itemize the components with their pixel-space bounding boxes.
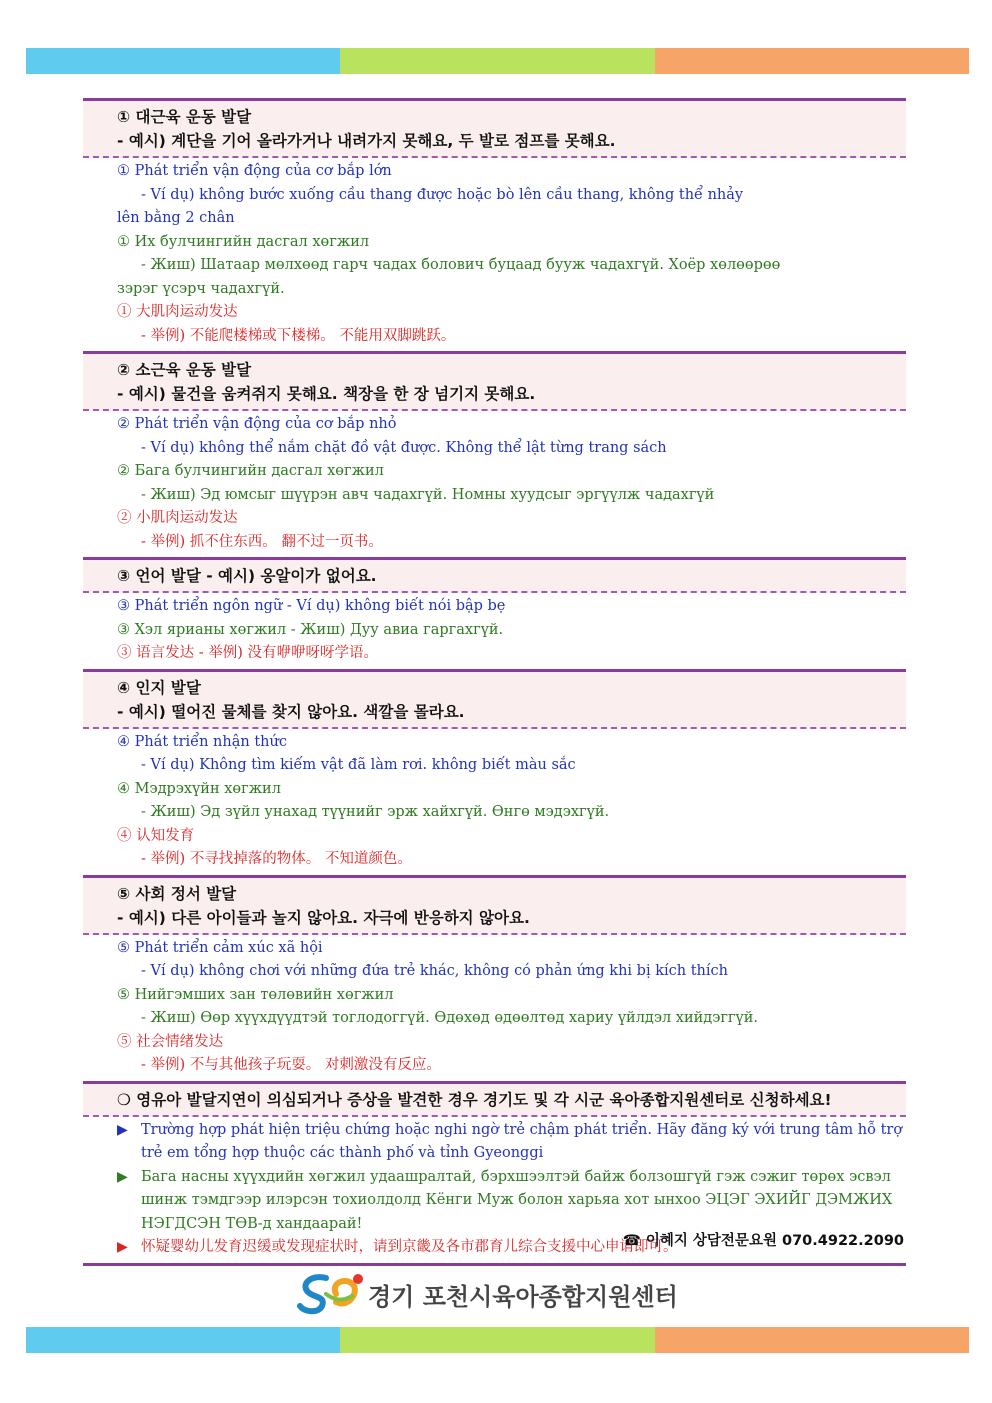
- section-header: [83, 669, 906, 729]
- translation-line-vi: ② Phát triển vận động của cơ bắp nhỏ: [117, 416, 397, 432]
- section-example: - 예시) 다른 아이들과 놀지 않아요. 자극에 반응하지 않아요.: [117, 908, 530, 927]
- translation-line-vi: - Ví dụ) không bước xuống cầu thang được hoặc bò lên cầu thang, không thể nhảy: [141, 186, 744, 203]
- translation-line-vi: - Ví dụ) Không tìm kiếm vật đã làm rơi. không biết màu sắc: [141, 757, 576, 773]
- translation-line-mn: ② Бага булчингийн дасгал хөгжил: [117, 463, 384, 479]
- translation-line-zh: - 举例) 不能爬楼梯或下楼梯。 不能用双脚跳跃。: [141, 327, 456, 344]
- notice-header: ❍ 영유아 발달지연이 의심되거나 증상을 발견한 경우 경기도 및 각 시군 육아종합지원센터로 신청하세요!: [83, 1081, 906, 1117]
- translation-line-zh: ④ 认知发育: [117, 827, 195, 844]
- notice-text: Бага насны хүүхдийн хөгжил удаашралтай, бэрхшээлтэй байж болзошгүй гэж сэжиг төрөх эсвэл шинж тэмдгээр илэрсэн тохиолдолд Кёнги Муж болон харьяа хот ынхоо ЭЦЭГ ЭХИЙГ ДЭМЖИХ НЭГДСЭН ТӨВ-д хандаарай!: [141, 1168, 893, 1232]
- notice-item-mn: [117, 1166, 906, 1237]
- translation-line-vi: ④ Phát triển nhận thức: [117, 733, 287, 750]
- section-example: - 예시) 떨어진 물체를 찾지 않아요. 색깔을 몰라요.: [117, 702, 465, 721]
- translation-line-mn: ⑤ Нийгэмших зан төлөвийн хөгжил: [117, 986, 394, 1003]
- section-example: - 예시) 계단을 기어 올라가거나 내려가지 못해요, 두 발로 점프를 못해요.: [117, 132, 616, 150]
- translation-line-zh: ③ 语言发达 - 举例) 没有咿咿呀呀学语。: [117, 645, 378, 661]
- band-green: [340, 48, 654, 74]
- translation-line-mn: - Жиш) Эд зүйл унахад түүнийг эрж хайхгүй. Өнгө мэдэхгүй.: [141, 804, 610, 820]
- translation-line-vi: - Ví dụ) không chơi với những đứa trẻ khác, không có phản ứng khi bị kích thích: [141, 963, 728, 979]
- section-title: ④ 인지 발달: [117, 678, 201, 697]
- translation-line-vi: lên bằng 2 chân: [117, 210, 235, 226]
- document-content: [83, 98, 906, 1266]
- section-example: - 예시) 물건을 움켜쥐지 못해요. 책장을 한 장 넘기지 못해요.: [117, 385, 536, 403]
- notice-item-vi: [117, 1119, 906, 1166]
- center-name: 경기 포천시육아종합지원센터: [368, 1282, 678, 1311]
- arrow-icon: ▶: [117, 1239, 128, 1255]
- band-orange: [655, 1327, 969, 1353]
- translation-line-zh: ① 大肌肉运动发达: [117, 304, 238, 320]
- translation-line-mn: ④ Мэдрэхүйн хөгжил: [117, 780, 281, 797]
- translation-line-mn: зэрэг үсэрч чадахгүй.: [117, 280, 285, 297]
- translation-line-mn: - Жиш) Өөр хүүхдүүдтэй тоглодоггүй. Өдөхөд өдөөлтөд хариу үйлдэл хийдэггүй.: [141, 1010, 758, 1026]
- translation-line-mn: ③ Хэл ярианы хөгжил - Жиш) Дуу авиа гаргахгүй.: [117, 621, 504, 638]
- translation-line-mn: - Жиш) Эд юмсыг шүүрэн авч чадахгүй. Номны хуудсыг эргүүлж чадахгүй: [141, 486, 715, 503]
- contact-info: ☎ 이혜지 상담전문요원 070.4922.2090: [622, 1233, 904, 1249]
- translation-line-mn: ① Их булчингийн дасгал хөгжил: [117, 233, 370, 250]
- translation-line-zh: - 举例) 抓不住东西。 翻不过一页书。: [141, 533, 383, 550]
- notice-text: 怀疑婴幼儿发育迟缓或发现症状时，请到京畿及各市郡育儿综合支援中心申请即可。: [141, 1239, 678, 1255]
- section-translations: [83, 593, 906, 669]
- section-title: ③ 언어 발달 - 예시) 옹알이가 없어요.: [117, 567, 377, 585]
- translation-line-vi: ③ Phát triển ngôn ngữ - Ví dụ) không biết nói bập bẹ: [117, 598, 506, 614]
- translation-line-vi: ① Phát triển vận động của cơ bắp lớn: [117, 163, 392, 179]
- section-title: ① 대근육 운동 발달: [117, 108, 252, 126]
- section-header: [83, 98, 906, 158]
- section-header: [83, 351, 906, 411]
- section-translations: [83, 935, 906, 1081]
- arrow-icon: ▶: [117, 1168, 128, 1185]
- center-logo-icon: [296, 1272, 364, 1316]
- bottom-color-band: [26, 1327, 969, 1353]
- notice-text: Trường hợp phát hiện triệu chứng hoặc nghi ngờ trẻ chậm phát triển. Hãy đăng ký với trung tâm hỗ trợ trẻ em tổng hợp thuộc các thành phố và tỉnh Gyeonggi: [141, 1121, 903, 1161]
- center-logo: [296, 1272, 678, 1316]
- band-blue: [26, 48, 340, 74]
- band-blue: [26, 1327, 340, 1353]
- section-translations: [83, 729, 906, 875]
- section-translations: [83, 158, 906, 351]
- translation-line-zh: ⑤ 社会情绪发达: [117, 1033, 224, 1050]
- section-header: [83, 875, 906, 935]
- band-orange: [655, 48, 969, 74]
- band-green: [340, 1327, 654, 1353]
- section-header: [83, 557, 906, 593]
- translation-line-zh: - 举例) 不寻找掉落的物体。 不知道颜色。: [141, 851, 412, 867]
- translation-line-mn: - Жиш) Шатаар мөлхөөд гарч чадах болович буцаад бууж чадахгүй. Хоёр хөлөөрөө: [141, 257, 781, 273]
- top-color-band: [26, 48, 969, 74]
- translation-line-zh: ② 小肌肉运动发达: [117, 510, 238, 526]
- section-translations: [83, 411, 906, 557]
- section-title: ⑤ 사회 정서 발달: [117, 884, 237, 903]
- translation-line-zh: - 举例) 不与其他孩子玩耍。 对刺激没有反应。: [141, 1057, 441, 1073]
- translation-line-vi: - Ví dụ) không thể nắm chặt đồ vật được. Không thể lật từng trang sách: [141, 439, 667, 456]
- section-title: ② 소근육 운동 발달: [117, 361, 252, 379]
- translation-line-vi: ⑤ Phát triển cảm xúc xã hội: [117, 939, 323, 956]
- arrow-icon: ▶: [117, 1121, 128, 1138]
